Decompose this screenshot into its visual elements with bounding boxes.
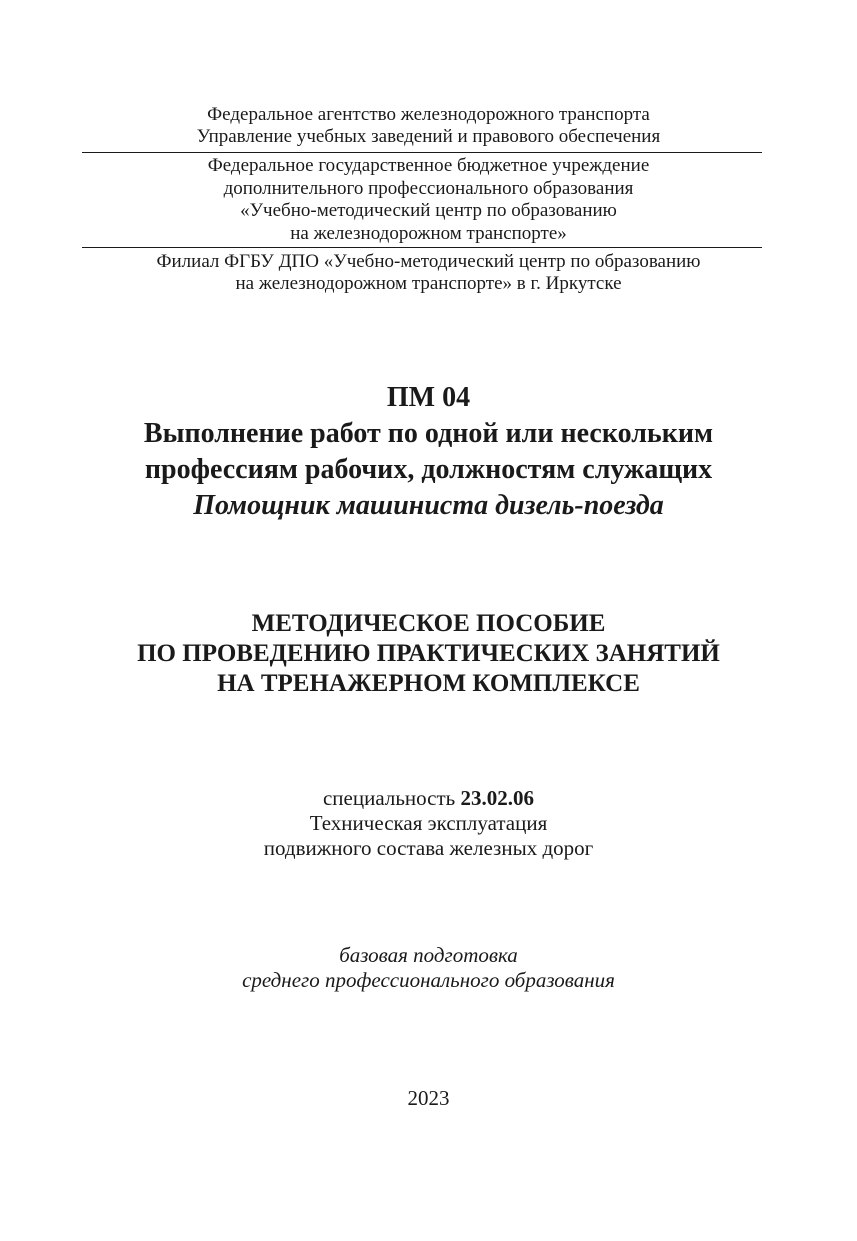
institution-line: на железнодорожном транспорте» xyxy=(290,222,567,244)
subtitle-line: ПО ПРОВЕДЕНИЮ ПРАКТИЧЕСКИХ ЗАНЯТИЙ xyxy=(137,640,720,667)
branch-line: на железнодорожном транспорте» в г. Иркутске xyxy=(235,273,622,294)
subtitle-line: НА ТРЕНАЖЕРНОМ КОМПЛЕКСЕ xyxy=(217,670,640,697)
education-level xyxy=(0,943,857,993)
education-level-line: базовая подготовка xyxy=(339,943,518,967)
agency-line: Федеральное агентство железнодорожного транспорта xyxy=(207,104,650,125)
document-title xyxy=(0,380,857,524)
module-code: ПМ 04 xyxy=(386,382,471,413)
module-title-line: Выполнение работ по одной или нескольким xyxy=(143,418,714,449)
institution-header xyxy=(0,155,857,245)
agency-header xyxy=(0,104,857,148)
education-level-line: среднего профессионального образования xyxy=(242,968,615,992)
branch-line: Филиал ФГБУ ДПО «Учебно-методический центр по образованию xyxy=(156,251,701,272)
profession-title: Помощник машиниста дизель-поезда xyxy=(193,490,664,521)
publication-year: 2023 xyxy=(407,1086,450,1110)
header-divider-top xyxy=(82,152,762,153)
specialty-label: специальность xyxy=(322,786,456,810)
institution-line: дополнительного профессионального образования xyxy=(223,177,634,199)
institution-line: Федеральное государственное бюджетное учреждение xyxy=(207,155,650,176)
subtitle-line: МЕТОДИЧЕСКОЕ ПОСОБИЕ xyxy=(251,610,606,637)
specialty-info xyxy=(0,786,857,861)
module-title-line: профессиям рабочих, должностям служащих xyxy=(144,454,713,485)
branch-header xyxy=(0,251,857,295)
specialty-code: 23.02.06 xyxy=(460,786,534,810)
agency-department-line: Управление учебных заведений и правового обеспечения xyxy=(196,126,661,147)
specialty-name-line: Техническая эксплуатация xyxy=(309,811,548,835)
document-subtitle xyxy=(0,609,857,699)
header-divider-bottom xyxy=(82,247,762,248)
institution-line: «Учебно-методический центр по образованию xyxy=(240,200,617,221)
specialty-line xyxy=(0,786,857,811)
specialty-name-line: подвижного состава железных дорог xyxy=(263,836,594,860)
